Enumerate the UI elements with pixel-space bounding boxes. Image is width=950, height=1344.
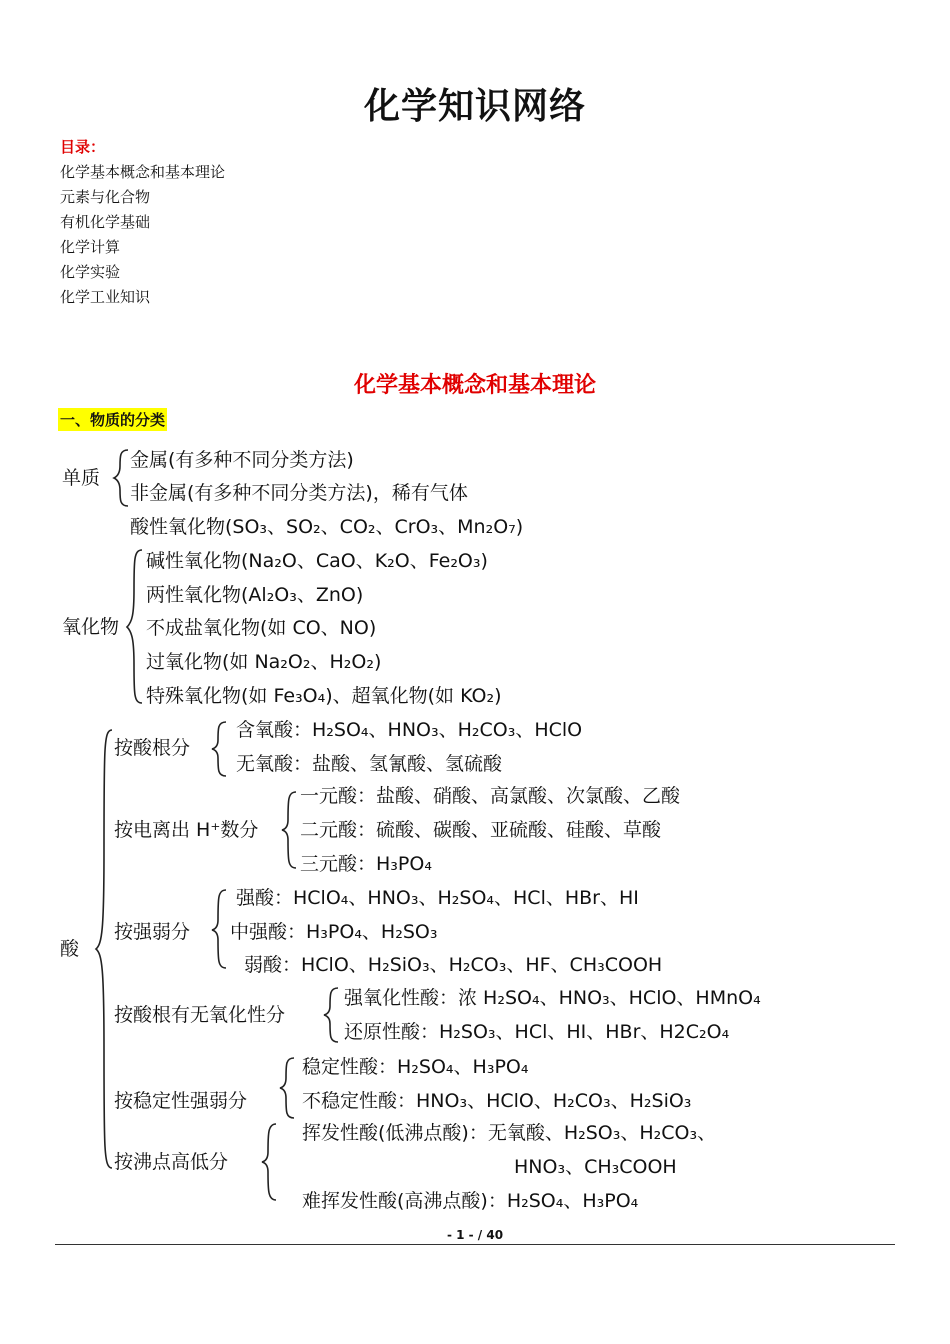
tree-item: 还原性酸：H₂SO₃、HCl、HI、HBr、H2C₂O₄ (344, 1021, 730, 1043)
tree-item: 碱性氧化物(Na₂O、CaO、K₂O、Fe₂O₃) (146, 550, 488, 572)
toc-item[interactable]: 化学基本概念和基本理论 (60, 163, 226, 181)
category-label-acid: 酸 (60, 938, 80, 960)
tree-item: 无氧酸：盐酸、氢氰酸、氢硫酸 (236, 753, 503, 775)
tree-item: 弱酸：HClO、H₂SiO₃、H₂CO₃、HF、CH₃COOH (244, 954, 663, 976)
tree-item: 非金属(有多种不同分类方法)，稀有气体 (130, 482, 468, 504)
tree-item: 不稳定性酸：HNO₃、HClO、H₂CO₃、H₂SiO₃ (302, 1090, 692, 1112)
category-label-danzhi: 单质 (62, 467, 101, 489)
tree-item: 特殊氧化物(如 Fe₃O₄)、超氧化物(如 KO₂) (146, 685, 502, 707)
brace-danzhi (114, 450, 128, 506)
acid-group-label: 按电离出 H⁺数分 (114, 819, 259, 841)
tree-item: 两性氧化物(Al₂O₃、ZnO) (146, 584, 364, 606)
brace-oxidizing (324, 988, 338, 1042)
toc-item[interactable]: 化学计算 (60, 238, 121, 256)
tree-item: 过氧化物(如 Na₂O₂、H₂O₂) (146, 651, 382, 673)
tree-item: 强酸：HClO₄、HNO₃、H₂SO₄、HCl、HBr、HI (236, 887, 639, 909)
brace-boiling (262, 1124, 276, 1200)
page-number: - 1 - / 40 (446, 1228, 504, 1242)
toc-item[interactable]: 化学实验 (60, 263, 121, 281)
acid-group-label: 按稳定性强弱分 (114, 1090, 248, 1112)
tree-item: 含氧酸：H₂SO₄、HNO₃、H₂CO₃、HClO (236, 719, 583, 741)
tree-item: 强氧化性酸：浓 H₂SO₄、HNO₃、HClO、HMnO₄ (344, 987, 761, 1009)
brace-acid-root (212, 722, 226, 776)
tree-item: 中强酸：H₃PO₄、H₂SO₃ (230, 921, 438, 943)
tree-item: 挥发性酸(低沸点酸)：无氧酸、H₂SO₃、H₂CO₃、 (302, 1122, 717, 1144)
table-of-contents (60, 160, 225, 310)
tree-item: HNO₃、CH₃COOH (514, 1156, 677, 1178)
toc-item[interactable]: 化学工业知识 (60, 288, 151, 306)
category-label-oxide: 氧化物 (62, 616, 120, 638)
toc-item[interactable]: 有机化学基础 (60, 213, 151, 231)
acid-group-label: 按酸根有无氧化性分 (114, 1004, 286, 1026)
brace-stability (280, 1058, 294, 1118)
footer-divider (55, 1244, 895, 1245)
tree-item: 酸性氧化物(SO₃、SO₂、CO₂、CrO₃、Mn₂O₇) (130, 516, 524, 538)
tree-item: 三元酸：H₃PO₄ (300, 853, 432, 875)
tree-item: 难挥发性酸(高沸点酸)：H₂SO₄、H₃PO₄ (302, 1190, 639, 1212)
acid-group-label: 按酸根分 (114, 737, 191, 759)
tree-item: 二元酸：硫酸、碳酸、亚硫酸、硅酸、草酸 (300, 819, 662, 841)
acid-group-label: 按强弱分 (114, 921, 191, 943)
brace-strength (212, 890, 226, 968)
toc-item[interactable]: 元素与化合物 (60, 188, 151, 206)
section-title: 化学基本概念和基本理论 (353, 373, 596, 398)
tree-item: 一元酸：盐酸、硝酸、高氯酸、次氯酸、乙酸 (300, 785, 681, 807)
brace-oxide (127, 550, 142, 703)
toc-label: 目录： (60, 138, 106, 156)
acid-group-label: 按沸点高低分 (114, 1151, 229, 1173)
brace-h-count (282, 792, 296, 868)
tree-item: 金属(有多种不同分类方法) (130, 449, 354, 471)
document-title: 化学知识网络 (363, 86, 586, 127)
brace-acid (96, 730, 112, 1168)
subsection-heading: 一、物质的分类 (58, 408, 167, 431)
tree-item: 稳定性酸：H₂SO₄、H₃PO₄ (302, 1056, 529, 1078)
tree-item: 不成盐氧化物(如 CO、NO) (146, 617, 377, 639)
